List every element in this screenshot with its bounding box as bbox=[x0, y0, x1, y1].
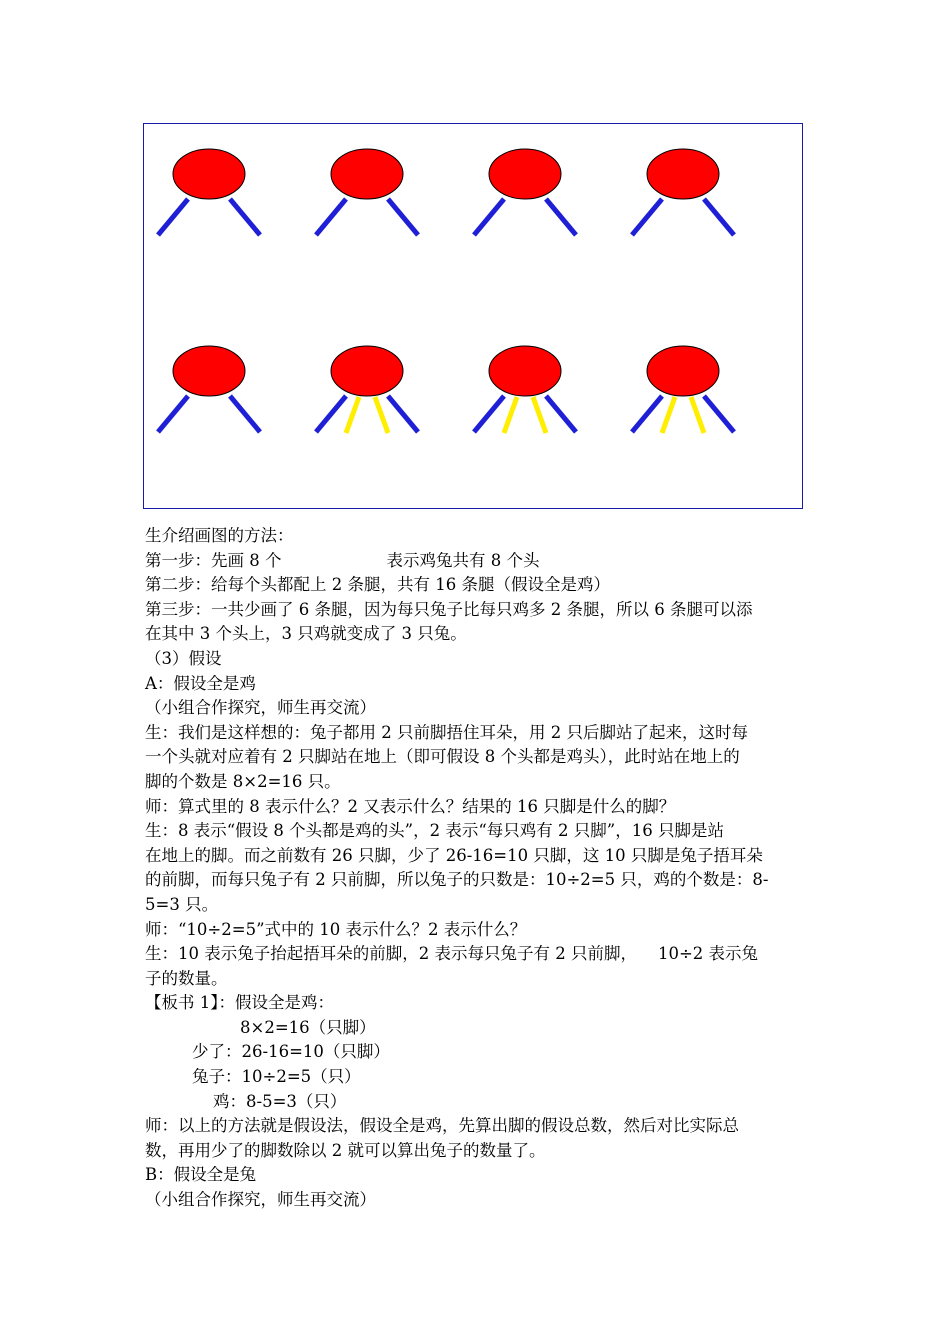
text-line: 在地上的脚。而之前数有 26 只脚，少了 26-16=10 只脚，这 10 只脚是兔子捂耳朵 bbox=[145, 845, 763, 865]
leg-mark bbox=[230, 199, 260, 235]
leg-mark bbox=[388, 396, 418, 432]
text-line: 5=3 只。 bbox=[145, 894, 219, 914]
leg-mark bbox=[704, 396, 734, 432]
extra-leg-mark bbox=[662, 397, 675, 433]
leg-mark bbox=[546, 396, 576, 432]
section-heading: （3）假设 bbox=[145, 648, 222, 668]
leg-mark bbox=[474, 199, 504, 235]
head-mark bbox=[489, 346, 561, 396]
diagram-canvas bbox=[144, 124, 804, 510]
text-line: 师：“10÷2=5”式中的 10 表示什么？2 表示什么？ bbox=[145, 919, 527, 939]
leg-mark bbox=[158, 199, 188, 235]
leg-mark bbox=[546, 199, 576, 235]
blackboard-line: 兔子：10÷2=5（只） bbox=[192, 1067, 361, 1087]
leg-mark bbox=[316, 396, 346, 432]
text-line: 第三步：一共少画了 6 条腿，因为每只兔子比每只鸡多 2 条腿，所以 6 条腿可以添 bbox=[145, 599, 753, 619]
blackboard-line: 鸡：8-5=3（只） bbox=[213, 1091, 347, 1111]
text-line: 在其中 3 个头上，3 只鸡就变成了 3 只兔。 bbox=[145, 624, 467, 644]
chicken-rabbit-diagram bbox=[143, 123, 803, 509]
text-line: 师：算式里的 8 表示什么？2 又表示什么？结果的 16 只脚是什么的脚？ bbox=[145, 796, 676, 816]
text-line: 生：我们是这样想的：兔子都用 2 只前脚捂住耳朵，用 2 只后脚站了起来，这时每 bbox=[145, 722, 748, 742]
leg-mark bbox=[632, 199, 662, 235]
text-line: 脚的个数是 8×2=16 只。 bbox=[145, 771, 341, 791]
head-mark bbox=[331, 346, 403, 396]
text-line: 一个头就对应着有 2 只脚站在地上（即可假设 8 个头都是鸡头），此时站在地上的 bbox=[145, 747, 740, 767]
extra-leg-mark bbox=[533, 397, 546, 433]
head-mark bbox=[331, 149, 403, 199]
extra-leg-mark bbox=[375, 397, 388, 433]
blackboard-heading: 【板书 1】：假设全是鸡： bbox=[145, 993, 334, 1013]
leg-mark bbox=[388, 199, 418, 235]
blackboard-line: 8×2=16（只脚） bbox=[240, 1017, 376, 1037]
extra-leg-mark bbox=[691, 397, 704, 433]
leg-mark bbox=[158, 396, 188, 432]
head-mark bbox=[489, 149, 561, 199]
text-line: 生介绍画图的方法： bbox=[145, 526, 294, 545]
head-mark bbox=[647, 346, 719, 396]
subsection-heading: B：假设全是兔 bbox=[145, 1165, 257, 1185]
leg-mark bbox=[632, 396, 662, 432]
text-line: 子的数量。 bbox=[145, 968, 228, 988]
text-line bbox=[145, 549, 810, 574]
head-mark bbox=[173, 149, 245, 199]
lesson-text bbox=[145, 524, 810, 1213]
leg-mark bbox=[474, 396, 504, 432]
head-mark bbox=[647, 149, 719, 199]
text-line: 生：8 表示“假设 8 个头都是鸡的头”，2 表示“每只鸡有 2 只脚”，16 只脚是站 bbox=[145, 821, 724, 841]
blackboard-line: 少了：26-16=10（只脚） bbox=[192, 1042, 390, 1062]
text-line: 数，再用少了的脚数除以 2 就可以算出兔子的数量了。 bbox=[145, 1140, 546, 1160]
step1-text-b: 表示鸡兔共有 8 个头 bbox=[386, 550, 540, 570]
head-mark bbox=[173, 346, 245, 396]
leg-mark bbox=[704, 199, 734, 235]
text-line: （小组合作探究，师生再交流） bbox=[145, 698, 376, 718]
text-line: 第二步：给每个头都配上 2 条腿，共有 16 条腿（假设全是鸡） bbox=[145, 575, 610, 595]
text-line: （小组合作探究，师生再交流） bbox=[145, 1190, 376, 1210]
leg-mark bbox=[230, 396, 260, 432]
text-line: 生：10 表示兔子抬起捂耳朵的前脚，2 表示每只兔子有 2 只前脚， 10÷2 表示兔 bbox=[145, 944, 759, 964]
step1-text-a: 第一步：先画 8 个 bbox=[145, 550, 282, 570]
extra-leg-mark bbox=[504, 397, 517, 433]
text-line: 师：以上的方法就是假设法，假设全是鸡，先算出脚的假设总数，然后对比实际总 bbox=[145, 1116, 739, 1136]
extra-leg-mark bbox=[346, 397, 359, 433]
subsection-heading: A：假设全是鸡 bbox=[145, 673, 256, 693]
text-line: 的前脚，而每只兔子有 2 只前脚，所以兔子的只数是：10÷2=5 只，鸡的个数是：8- bbox=[145, 870, 769, 890]
leg-mark bbox=[316, 199, 346, 235]
